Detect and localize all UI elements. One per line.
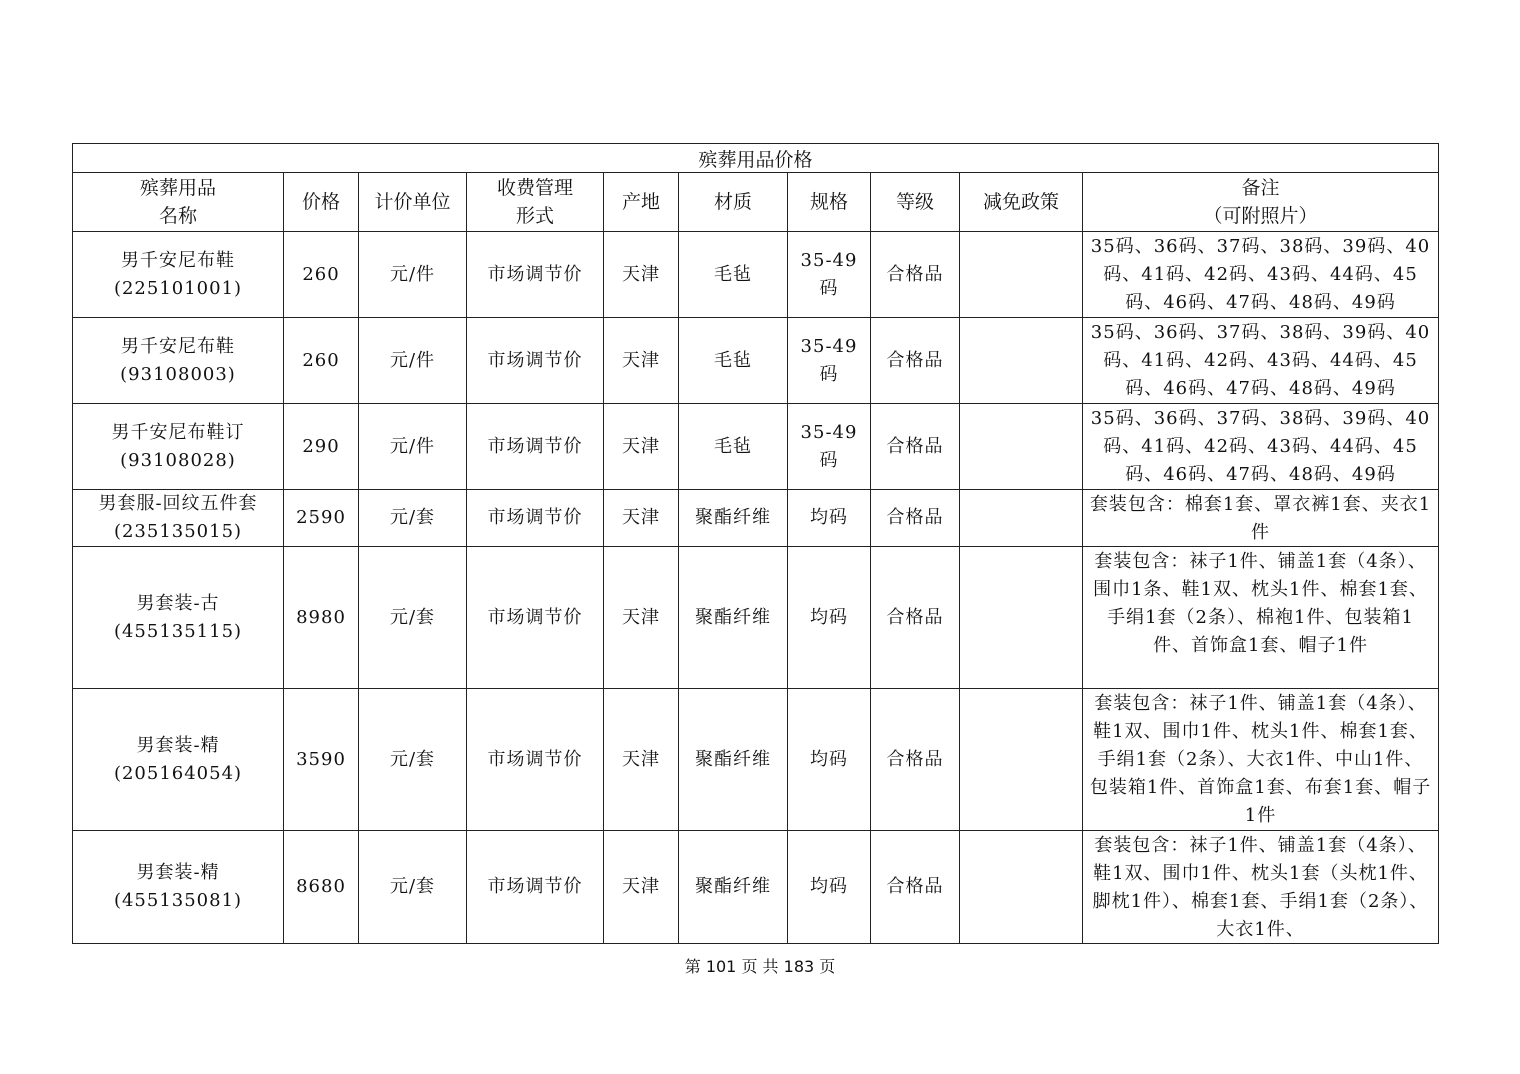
cell-name: 男千安尼布鞋 (93108003) (73, 318, 284, 404)
header-name: 殡葬用品 名称 (73, 173, 284, 232)
cell-grade: 合格品 (871, 490, 960, 547)
cell-price: 290 (284, 404, 359, 490)
cell-policy (960, 404, 1083, 490)
cell-unit: 元/套 (359, 831, 467, 944)
footer-total-pages: 183 (783, 957, 815, 976)
cell-origin: 天津 (604, 547, 679, 689)
cell-price: 8680 (284, 831, 359, 944)
table-row (73, 318, 1439, 404)
cell-price: 3590 (284, 689, 359, 831)
cell-grade: 合格品 (871, 547, 960, 689)
header-fee: 收费管理 形式 (467, 173, 604, 232)
footer-prefix: 第 (684, 957, 701, 976)
note-text: 套装包含：袜子1件、铺盖1套（4条）、鞋1双、围巾1件、枕头1套（头枕1件、脚枕1件）、棉套1套、手绢1套（2条）、大衣1件、 (1092, 834, 1429, 940)
cell-origin: 天津 (604, 318, 679, 404)
cell-policy (960, 547, 1083, 689)
cell-material: 毛毡 (679, 318, 788, 404)
cell-policy (960, 831, 1083, 944)
cell-note (1083, 404, 1439, 490)
footer-middle: 页 共 (741, 957, 779, 976)
note-text: 套装包含：袜子1件、铺盖1套（4条）、围巾1条、鞋1双、枕头1件、棉套1套、手绢1套（2条）、棉袍1件、包装箱1件、首饰盒1套、帽子1件 (1093, 550, 1428, 656)
note-text: 35码、36码、37码、38码、39码、40码、41码、42码、43码、44码、45码、46码、47码、48码、49码 (1090, 321, 1431, 399)
footer-suffix: 页 (819, 957, 836, 976)
cell-policy (960, 490, 1083, 547)
cell-origin: 天津 (604, 404, 679, 490)
cell-note (1083, 490, 1439, 547)
cell-unit: 元/件 (359, 318, 467, 404)
cell-material: 聚酯纤维 (679, 689, 788, 831)
cell-fee: 市场调节价 (467, 318, 604, 404)
cell-grade: 合格品 (871, 232, 960, 318)
header-note: 备注 （可附照片） (1083, 173, 1439, 232)
cell-unit: 元/套 (359, 547, 467, 689)
cell-policy (960, 232, 1083, 318)
cell-price: 8980 (284, 547, 359, 689)
cell-grade: 合格品 (871, 689, 960, 831)
cell-note (1083, 232, 1439, 318)
cell-name: 男套装-精 (205164054) (73, 689, 284, 831)
note-text: 35码、36码、37码、38码、39码、40码、41码、42码、43码、44码、45码、46码、47码、48码、49码 (1090, 407, 1431, 485)
cell-grade: 合格品 (871, 404, 960, 490)
cell-material: 聚酯纤维 (679, 831, 788, 944)
header-spec: 规格 (788, 173, 871, 232)
cell-spec: 35-49 码 (788, 232, 871, 318)
cell-unit: 元/件 (359, 404, 467, 490)
note-text: 35码、36码、37码、38码、39码、40码、41码、42码、43码、44码、45码、46码、47码、48码、49码 (1090, 235, 1431, 313)
header-unit: 计价单位 (359, 173, 467, 232)
cell-fee: 市场调节价 (467, 404, 604, 490)
cell-material: 聚酯纤维 (679, 490, 788, 547)
note-text: 套装包含：袜子1件、铺盖1套（4条）、鞋1双、围巾1件、枕头1件、棉套1套、手绢1套（2条）、大衣1件、中山1件、包装箱1件、首饰盒1套、布套1套、帽子1件 (1089, 692, 1432, 826)
cell-unit: 元/套 (359, 490, 467, 547)
table-row (73, 689, 1439, 831)
cell-spec: 均码 (788, 689, 871, 831)
cell-spec: 均码 (788, 831, 871, 944)
header-grade: 等级 (871, 173, 960, 232)
price-table (72, 143, 1439, 944)
cell-grade: 合格品 (871, 318, 960, 404)
cell-price: 260 (284, 232, 359, 318)
cell-policy (960, 318, 1083, 404)
cell-material: 聚酯纤维 (679, 547, 788, 689)
cell-price: 260 (284, 318, 359, 404)
table-row (73, 547, 1439, 689)
cell-note (1083, 547, 1439, 689)
cell-note (1083, 318, 1439, 404)
header-policy: 减免政策 (960, 173, 1083, 232)
table-row (73, 232, 1439, 318)
cell-origin: 天津 (604, 689, 679, 831)
cell-origin: 天津 (604, 831, 679, 944)
cell-spec: 35-49 码 (788, 404, 871, 490)
cell-fee: 市场调节价 (467, 232, 604, 318)
cell-name: 男套服-回纹五件套 (235135015) (73, 490, 284, 547)
table-row (73, 490, 1439, 547)
page-footer (0, 954, 1520, 977)
cell-fee: 市场调节价 (467, 831, 604, 944)
cell-note (1083, 831, 1439, 944)
note-text: 套装包含：棉套1套、罩衣裤1套、夹衣1件 (1089, 493, 1432, 543)
cell-origin: 天津 (604, 490, 679, 547)
table-title: 殡葬用品价格 (73, 144, 1439, 173)
cell-material: 毛毡 (679, 232, 788, 318)
cell-spec: 35-49 码 (788, 318, 871, 404)
table-row (73, 404, 1439, 490)
cell-policy (960, 689, 1083, 831)
cell-name: 男千安尼布鞋 (225101001) (73, 232, 284, 318)
header-material: 材质 (679, 173, 788, 232)
header-row (73, 173, 1439, 232)
footer-page-number: 101 (705, 957, 737, 976)
header-origin: 产地 (604, 173, 679, 232)
cell-spec: 均码 (788, 490, 871, 547)
cell-origin: 天津 (604, 232, 679, 318)
cell-price: 2590 (284, 490, 359, 547)
cell-name: 男套装-精 (455135081) (73, 831, 284, 944)
cell-material: 毛毡 (679, 404, 788, 490)
cell-fee: 市场调节价 (467, 689, 604, 831)
cell-name: 男套装-古 (455135115) (73, 547, 284, 689)
table-row (73, 831, 1439, 944)
cell-note (1083, 689, 1439, 831)
cell-name: 男千安尼布鞋订 (93108028) (73, 404, 284, 490)
cell-fee: 市场调节价 (467, 490, 604, 547)
cell-fee: 市场调节价 (467, 547, 604, 689)
cell-grade: 合格品 (871, 831, 960, 944)
cell-unit: 元/件 (359, 232, 467, 318)
cell-spec: 均码 (788, 547, 871, 689)
header-price: 价格 (284, 173, 359, 232)
cell-unit: 元/套 (359, 689, 467, 831)
